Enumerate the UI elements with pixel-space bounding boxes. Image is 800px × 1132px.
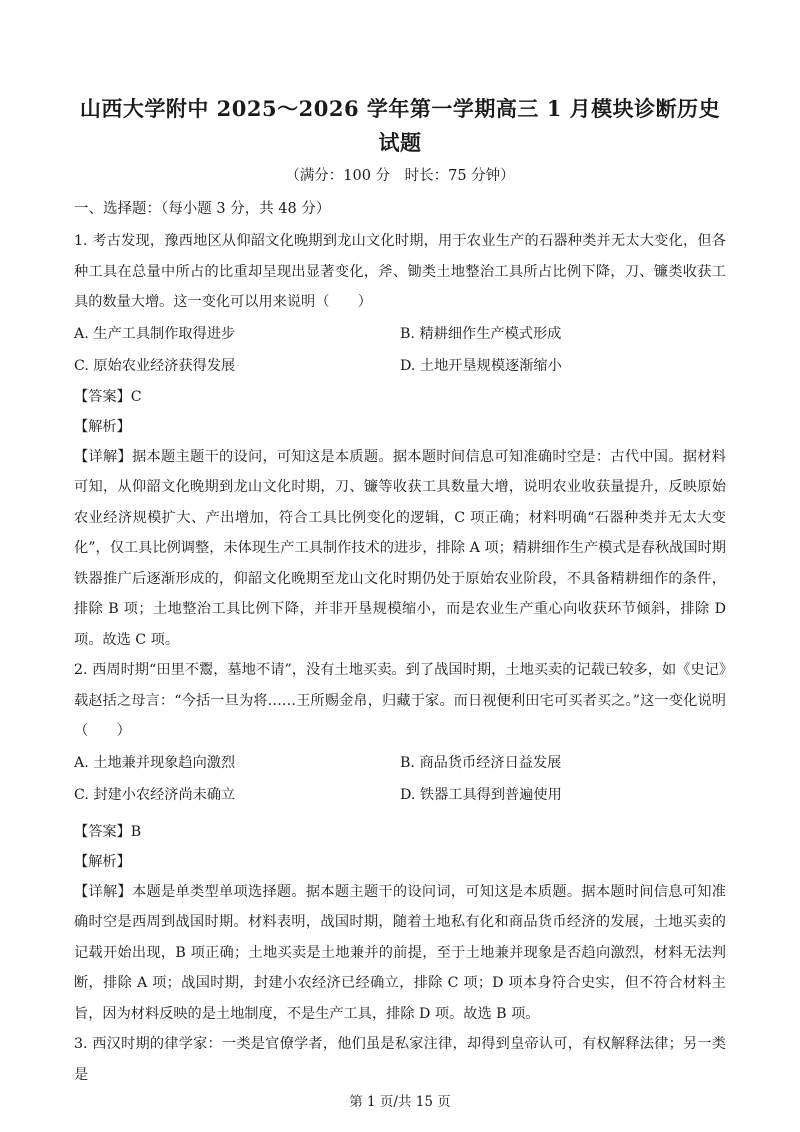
question-stem: 3. 西汉时期的律学家：一类是官僚学者，他们虽是私家注律，却得到皇帝认可，有权解释法律；另一类是	[74, 1036, 726, 1083]
answer-value: B	[130, 823, 142, 840]
detail-paragraph	[74, 877, 726, 1030]
answer-label: 【答案】	[74, 823, 131, 840]
option-b: B. 商品货币经济日益发展	[400, 754, 562, 771]
question-stem: 2. 西周时期“田里不鬻，墓地不请”，没有土地买卖。到了战国时期，土地买卖的记载已较多，如《史记》载赵括之母言：“今括一旦为将……王所赐金帛，归藏于家。而日视便利田宅可买者买之。”这一变化说明（ ）	[74, 662, 726, 739]
option-a: A. 土地兼并现象趋向激烈	[74, 754, 236, 771]
option-a: A. 生产工具制作取得进步	[74, 325, 236, 342]
page-title: 山西大学附中 2025～2026 学年第一学期高三 1 月模块诊断历史试题	[79, 96, 721, 155]
answer-value: C	[130, 388, 142, 405]
option-c: C. 封建小农经济尚未确立	[74, 786, 236, 803]
option-d: D. 土地开垦规模逐渐缩小	[400, 357, 562, 374]
option-c: C. 原始农业经济获得发展	[74, 357, 236, 374]
question-1	[74, 226, 726, 655]
analysis-label: 【解析】	[74, 853, 131, 870]
question-3	[74, 1029, 726, 1090]
detail-text: 据本题主题干的设问，可知这是本质题。据本题时间信息可知准确时空是：古代中国。据材料可知，从仰韶文化晚期到龙山文化时期，刀、镰等收获工具数量大增，说明农业收获量提升，反映原始农业经济规模扩大、产出增加，符合工具比例变化的逻辑，C 项正确；材料明确“石器种类并无太大变化”，仅工具比例调整，未体现生产工具制作技术的进步，排除 A 项；精耕细作生产模式是春秋战国时期铁器推广后逐渐形成的，仰韶文化晚期至龙山文化时期仍处于原始农业阶段，不具备精耕细作的条件，排除 B 项；土地整治工具比例下降，并非开垦规模缩小，而是农业生产重心向收获环节倾斜，排除 D 项。故选 C 项。	[74, 448, 726, 648]
option-d: D. 铁器工具得到普遍使用	[400, 786, 562, 803]
detail-label: 【详解】	[74, 448, 132, 465]
answer-line	[74, 382, 726, 412]
section-heading: 一、选择题：（每小题 3 分，共 48 分）	[74, 201, 331, 217]
page-number: 第 1 页/共 15 页	[349, 1094, 451, 1110]
question-stem: 1. 考古发现，豫西地区从仰韶文化晚期到龙山文化时期，用于农业生产的石器种类并无太大变化，但各种工具在总量中所占的比重却呈现出显著变化，斧、锄类土地整治工具所占比例下降，刀、镰类收获工具的数量大增。这一变化可以用来说明（ ）	[74, 233, 726, 310]
answer-label: 【答案】	[74, 388, 131, 405]
options-list	[74, 747, 726, 811]
options-list	[74, 318, 726, 382]
question-2	[74, 655, 726, 1029]
detail-text: 本题是单类型单项选择题。据本题主题干的设问词，可知这是本质题。据本题时间信息可知准确时空是西周到战国时期。材料表明，战国时期，随着土地私有化和商品货币经济的发展，土地买卖的记载开始出现，B 项正确；土地买卖是土地兼并的前提，至于土地兼并现象是否趋向激烈，材料无法判断，排除 A 项；战国时期，封建小农经济已经确立，排除 C 项；D 项本身符合史实，但不符合材料主旨，因为材料反映的是土地制度，不是生产工具，排除 D 项。故选 B 项。	[74, 883, 726, 1022]
exam-info: （满分：100 分 时长：75 分钟）	[285, 168, 515, 184]
answer-line	[74, 817, 726, 847]
detail-paragraph	[74, 442, 726, 656]
option-b: B. 精耕细作生产模式形成	[400, 325, 562, 342]
detail-label: 【详解】	[74, 883, 132, 900]
analysis-label: 【解析】	[74, 418, 131, 435]
